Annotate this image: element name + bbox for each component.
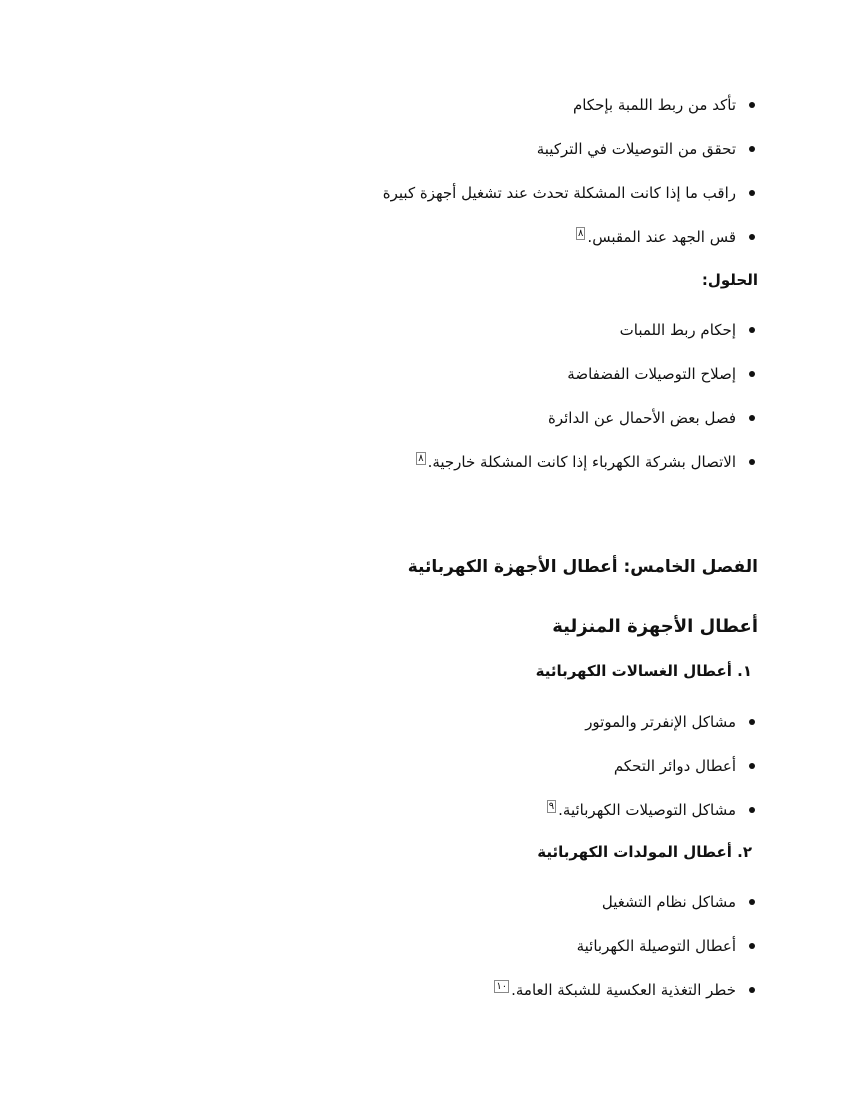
list-item: مشاكل الإنفرتر والموتور — [238, 712, 758, 756]
numbered-heading-generators: ٢. أعطال المولدات الكهربائية — [537, 843, 752, 861]
section-title: أعطال الأجهزة المنزلية — [552, 616, 758, 637]
generators-list-block — [238, 892, 758, 1024]
check-list-block — [238, 95, 758, 271]
list-item: خطر التغذية العكسية للشبكة العامة.$^{١٠}$ — [238, 980, 758, 1024]
list-item: تأكد من ربط اللمبة بإحكام — [238, 95, 758, 139]
list-item: أعطال دوائر التحكم — [238, 756, 758, 800]
solutions-label: الحلول: — [701, 271, 758, 289]
list-item: فصل بعض الأحمال عن الدائرة — [238, 408, 758, 452]
list-item: الاتصال بشركة الكهرباء إذا كانت المشكلة خارجية.$^٨$ — [238, 452, 758, 496]
generators-list — [238, 892, 758, 1024]
list-item: قس الجهد عند المقبس.$^٨$ — [238, 227, 758, 271]
list-item: مشاكل نظام التشغيل — [238, 892, 758, 936]
footnote-ref[interactable]: ٨ — [418, 453, 424, 464]
list-item: تحقق من التوصيلات في التركيبة — [238, 139, 758, 183]
solutions-list — [238, 320, 758, 496]
list-item: مشاكل التوصيلات الكهربائية.$^٩$ — [238, 800, 758, 844]
solutions-list-block — [238, 320, 758, 496]
washers-list — [238, 712, 758, 844]
footnote-ref[interactable]: ٨ — [578, 228, 584, 239]
footnote-ref[interactable]: ٩ — [548, 801, 555, 812]
list-item: إصلاح التوصيلات الفضفاضة — [238, 364, 758, 408]
check-list — [238, 95, 758, 271]
numbered-heading-washers: ١. أعطال الغسالات الكهربائية — [535, 662, 752, 680]
washers-list-block — [238, 712, 758, 844]
list-item: راقب ما إذا كانت المشكلة تحدث عند تشغيل أجهزة كبيرة — [238, 183, 758, 227]
footnote-ref[interactable]: ١٠ — [496, 981, 508, 992]
list-item: إحكام ربط اللمبات — [238, 320, 758, 364]
chapter-title: الفصل الخامس: أعطال الأجهزة الكهربائية — [407, 557, 758, 577]
list-item: أعطال التوصيلة الكهربائية — [238, 936, 758, 980]
